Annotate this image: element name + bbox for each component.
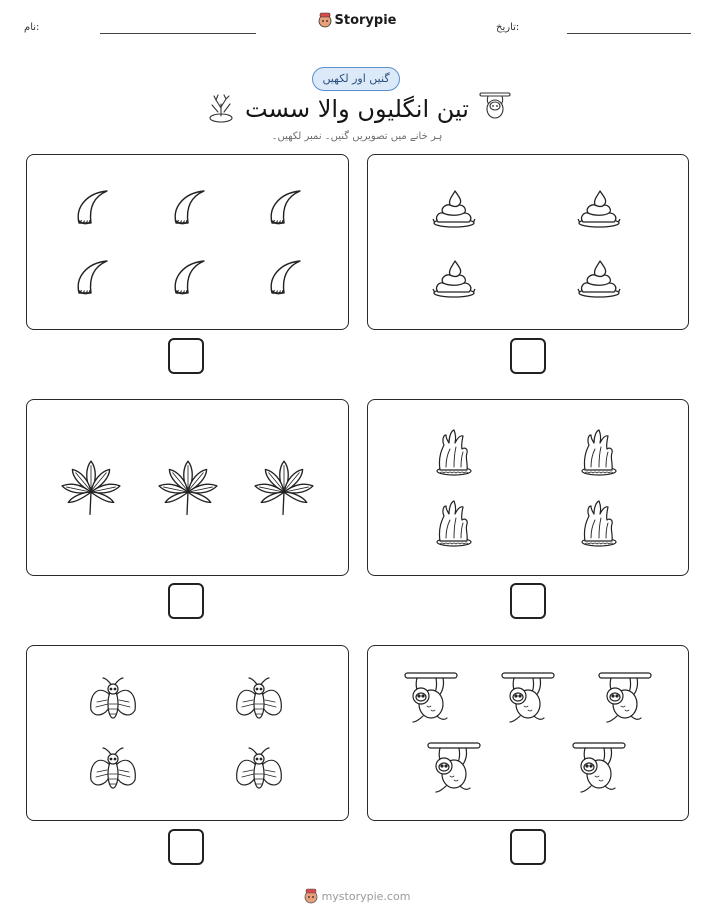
- name-line[interactable]: [100, 33, 256, 34]
- count-panel-claws: [26, 154, 349, 330]
- answer-box-claws[interactable]: [168, 338, 204, 374]
- answer-box-coral[interactable]: [510, 583, 546, 619]
- brand-name: Storypie: [334, 12, 397, 28]
- footer: [0, 888, 714, 907]
- date-line[interactable]: [567, 33, 691, 34]
- answer-box-dung[interactable]: [510, 338, 546, 374]
- sloth-decor-icon: [478, 90, 512, 124]
- answer-box-leaves[interactable]: [168, 583, 204, 619]
- storypie-footer-mascot-icon: [304, 888, 318, 904]
- count-panel-leaves: [26, 399, 349, 576]
- brand-logo: [0, 12, 714, 32]
- answer-box-sloths[interactable]: [510, 829, 546, 865]
- footer-url[interactable]: mystorypie.com: [321, 889, 411, 903]
- count-panel-sloths: [367, 645, 689, 821]
- worksheet-badge: گنیں اور لکھیں: [312, 67, 400, 91]
- storypie-mascot-icon: [318, 12, 332, 28]
- answer-box-moths[interactable]: [168, 829, 204, 865]
- worksheet-title: تین انگلیوں والا سست: [245, 95, 469, 123]
- count-panel-dung: [367, 154, 689, 330]
- count-panel-moths: [26, 645, 349, 821]
- date-label: تاریخ:: [496, 22, 520, 33]
- worksheet-instruction: ہر خانے میں تصویریں گنیں۔ نمبر لکھیں۔: [271, 131, 443, 142]
- name-label: نام:: [24, 22, 40, 33]
- count-panel-coral: [367, 399, 689, 576]
